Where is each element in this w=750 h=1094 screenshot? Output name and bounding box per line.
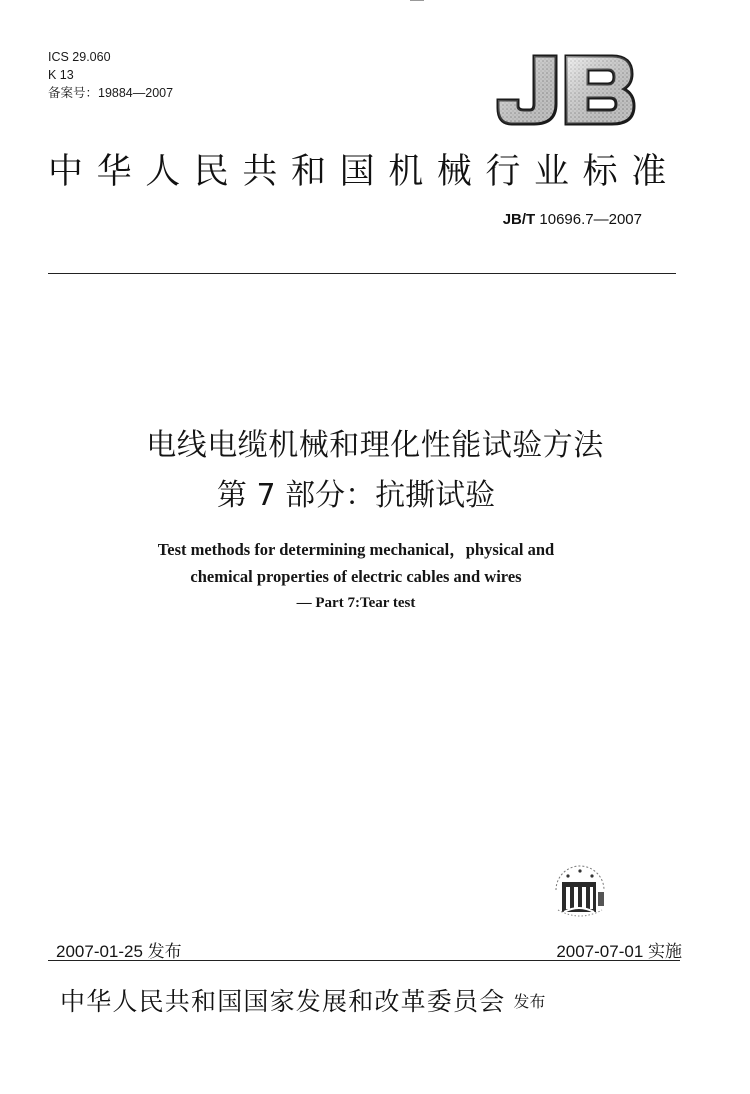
top-divider [48,273,676,274]
filing-number: 备案号：19884—2007 [48,86,174,100]
metadata-block [48,48,173,102]
standard-number [503,211,642,228]
classification-code: K 13 [48,68,74,82]
issuing-authority [60,982,545,1018]
english-title-line1: Test methods for determining mechanical，physical and [157,540,555,559]
issuer-suffix: 发布 [513,992,546,1011]
ics-code: ICS 29.060 [48,50,111,64]
issue-date: 2007-01-25 发布 [56,942,182,961]
english-title-line2: chemical properties of electric cables and wires [190,567,522,586]
chinese-title-line1: 电线电缆机械和理化性能试验方法 [146,428,604,463]
issuer-seal-icon [548,860,612,920]
english-title-line3: — Part 7:Tear test [296,595,416,611]
bottom-divider [48,960,680,961]
jb-logo [494,48,638,130]
implementation-date: 2007-07-01 实施 [556,942,682,961]
standard-number-value: 10696.7—2007 [535,211,642,228]
english-title [0,536,712,617]
issuer-name: 中华人民共和国国家发展和改革委员会 [60,987,506,1016]
scan-mark [410,0,424,1]
chinese-title-line2: 第 7 部分：抗撕试验 [216,478,496,513]
standard-number-prefix: JB/T [502,211,536,228]
standard-title: 中华人民共和国机械行业标准 [48,152,680,192]
